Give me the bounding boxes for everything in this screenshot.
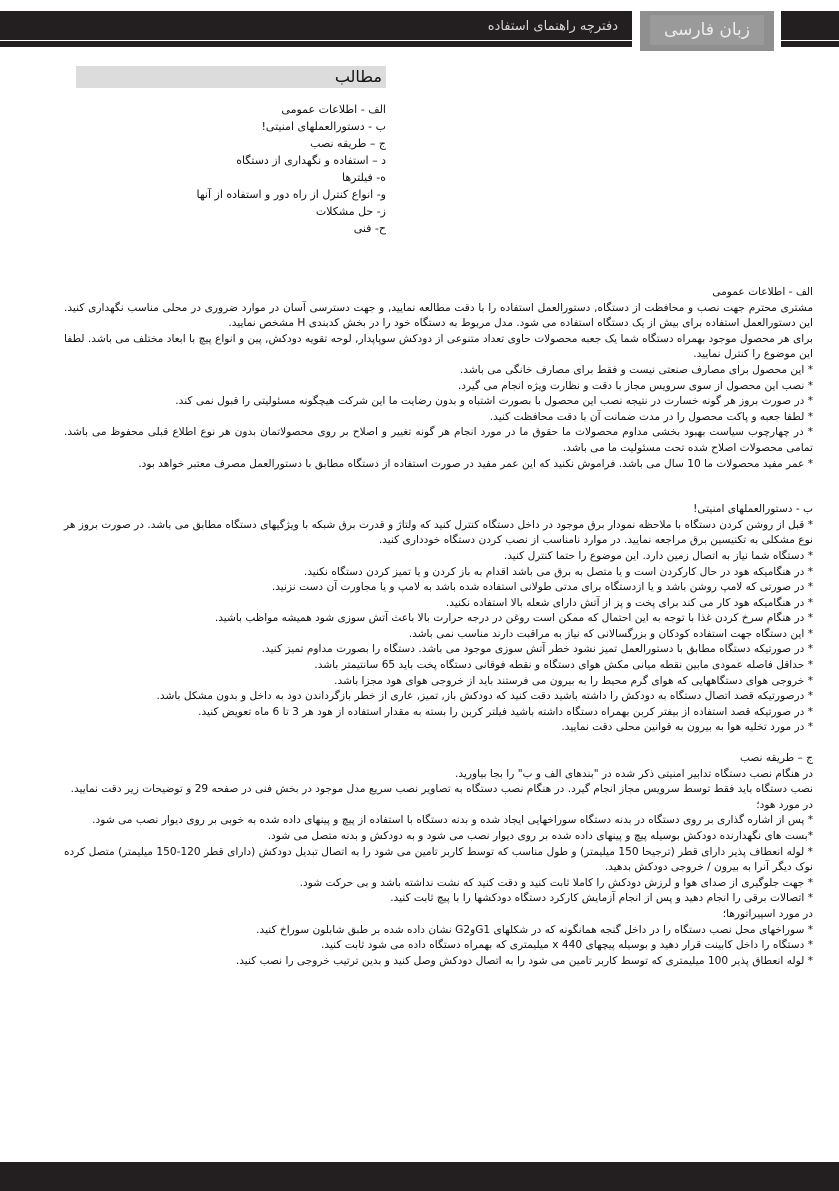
toc-item: ز- حل مشکلات bbox=[315, 205, 386, 218]
toc-heading-bar bbox=[76, 66, 386, 88]
manual-title: دفترچه راهنمای استفاده bbox=[487, 19, 618, 34]
paragraph: * در مورد تخلیه هوا به بیرون به قوانین محلی دقت نمایید. bbox=[561, 721, 813, 734]
paragraph: * در صورتی که لامپ روشن باشد و یا ازدستگاه برای مدتی طولانی استفاده شده باشد به لامپ و یا مجاورت آن دست نزنید. bbox=[271, 581, 813, 594]
paragraph: * درصورتیکه قصد اتصال دستگاه به دودکش را داشته باشید دقت کنید که دودکش باز, تمیز, عاری از خطر بازگرداندن دود به داخل و بدون مشکل باشد. bbox=[156, 690, 813, 703]
paragraph: * لطفا جعبه و پاکت محصول را در مدت ضمانت آن با دقت محافظت کنید. bbox=[489, 410, 813, 423]
paragraph: *بست های نگهدارنده دودکش بوسیله پیچ و پینهای داده شده بر روی دیوار نصب می شود و به دودکش و بدنه متصل می شود. bbox=[267, 830, 813, 842]
header-bar bbox=[0, 11, 632, 47]
paragraph: * نصب این محصول از سوی سرویس مجاز با دقت و نظارت ویژه انجام می گیرد. bbox=[457, 379, 813, 392]
section-title: ب - دستورالعملهای امنیتی! bbox=[693, 503, 813, 516]
toc-item: ب - دستورالعملهای امنیتی! bbox=[261, 120, 386, 133]
paragraph: * این محصول برای مصارف صنعتی نیست و فقط برای مصارف خانگی می باشد. bbox=[459, 363, 813, 376]
paragraph: * در صورتیکه قصد استفاده از بیفتر کربن بهمراه دستگاه داشته باشید فیلتر کربن را بسته به مقدار استفاده از هود هر 3 تا 6 ماه تعویض کنید. bbox=[198, 705, 813, 718]
paragraph: * لوله انعطاف پذیر دارای قطر (ترجیحا 150 میلیمتر) و طول مناسب که توسط کاربر تامین می شود را به اتصال تبدیل دودکش (دارای قطر 120-150 میلیمتر) متصل کرده نوک دیگر آنرا به بیرون / خروجی دودکش بدهید. bbox=[64, 845, 813, 874]
paragraph: * این دستگاه جهت استفاده کودکان و بزرگسالانی که نیاز به مراقبت دارند مناسب نمی باشد. bbox=[408, 627, 813, 640]
manual-content bbox=[64, 285, 813, 969]
paragraph: * در هنگامیکه هود کار می کند برای پخت و پز از آتش دارای شعله بالا استفاده نکنید. bbox=[445, 596, 813, 609]
paragraph: * لوله انعطاق پذیر 100 میلیمتری که توسط کاربر تامین می شود را به اتصال دودکش وصل کنید و بدین ترتیب خروجی را نصب کنید. bbox=[235, 954, 813, 967]
header-divider bbox=[0, 40, 632, 41]
header-divider-right bbox=[781, 40, 839, 41]
subsection-heading-hood: در مورد هود؛ bbox=[756, 798, 813, 811]
section-installation bbox=[64, 751, 813, 969]
section-title: الف - اطلاعات عمومی bbox=[712, 286, 813, 298]
paragraph: * خروجی هوای دستگاههایی که هوای گرم محیط را به بیرون می فرستند باید از خروجی هوای هود مجزا باشد. bbox=[334, 674, 813, 687]
paragraph: * حداقل فاصله عمودی مابین نقطه میانی مکش هوای دستگاه و نقطه فوقانی دستگاه پخت باید 65 سانتیمتر باشد. bbox=[314, 659, 813, 672]
paragraph: * قبل از روشن کردن دستگاه با ملاحظه نمودار برق موجود در داخل دستگاه کنترل کنید که ولتاژ و قدرت برق شبکه با ویژگیهای دستگاه مطابق می باشد. در صورت بروز هر نوع مشکلی به تکنیسین برق مراجعه نمایید. در موارد نامناسب از نصب کردن دستگاه خودداری کنید. bbox=[64, 518, 813, 547]
paragraph: * دستگاه را داخل کابینت قرار دهید و بوسیله پیچهای 440 x میلیمتری که بهمراه دستگاه داده می شود ثابت کنید. bbox=[321, 939, 813, 952]
toc-list bbox=[66, 101, 386, 237]
paragraph: * در چهارچوب سیاست بهبود بخشی مداوم محصولات ما حقوق ما در مورد انجام هر گونه تغییر و اصلاح بر روی محصولاتمان بدون هر نوع اطلاع قبلی محفوظ می باشد. تمامی محصولات اصلاح شده تحت مسئولیت ما می باشد. bbox=[64, 426, 813, 454]
language-label: زبان فارسی bbox=[650, 15, 764, 45]
toc-item: ه- فیلترها bbox=[342, 171, 386, 184]
language-tab bbox=[640, 11, 774, 51]
paragraph: * دستگاه شما نیاز به اتصال زمین دارد. این موضوع را حتما کنترل کنید. bbox=[503, 549, 813, 562]
section-safety-instructions bbox=[64, 502, 813, 736]
subsection-heading-aspirators: در مورد اسپیراتورها؛ bbox=[722, 907, 813, 920]
section-title: ج – طریقه نصب bbox=[739, 752, 813, 765]
toc-item: الف - اطلاعات عمومی bbox=[281, 103, 386, 116]
section-general-info bbox=[64, 285, 813, 472]
toc-item: ج – طریقه نصب bbox=[310, 137, 386, 150]
paragraph: * در هنگام سرخ کردن غذا با توجه به این احتمال که ممکن است روغن در درجه حرارت بالا باعث آتش سوزی شود همیشه مواظب باشید. bbox=[214, 612, 813, 625]
footer-bar bbox=[0, 1162, 839, 1191]
toc-item: و- انواع کنترل از راه دور و استفاده از آنها bbox=[196, 188, 386, 201]
paragraph: * اتصالات برقی را انجام دهید و پس از انجام آزمایش کارکرد دستگاه دودکشها را با پیچ ثابت کنید. bbox=[390, 892, 813, 905]
toc-item: ح- فنی bbox=[353, 222, 386, 235]
paragraph: در هنگام نصب دستگاه تدابیر امنیتی ذکر شده در "بندهای الف و ب" را بجا بیاورید. bbox=[455, 767, 813, 780]
paragraph: * جهت جلوگیری از صدای هوا و لرزش دودکش را کاملا ثابت کنید و دقت کنید که نشت نداشته باشد و بی حرکت شود. bbox=[299, 876, 813, 889]
paragraph: برای هر محصول موجود بهمراه دستگاه شما یک جعبه محصولات حاوی تعداد متنوعی از دودکش سوپاپدار, لوحه تقویه دودکش, پین و انواع پیچ با ابعاد مختلف می باشد. لطفا این موضوع را کنترل نمایید. bbox=[64, 332, 813, 361]
paragraph: * عمر مفید محصولات ما 10 سال می باشد. فراموش نکنید که این عمر مفید در صورت استفاده از دستگاه مطابق با دستورالعمل مصرف معتبر خواهد بود. bbox=[138, 457, 813, 470]
header-bar-right bbox=[781, 11, 839, 47]
paragraph: * سوراخهای محل نصب دستگاه را در داخل گنجه همانگونه که در شکلهای G1وG2 نشان داده شده بر طبق شابلون سوراخ کنید. bbox=[256, 923, 813, 936]
paragraph: * پس از اشاره گذاری بر روی دستگاه در بدنه دستگاه سوراخهایی ایجاد شده و بدنه دستگاه با استفاده از پیچ و پینهای داده شده به خوبی بر روی دیوار نصب می شود. bbox=[92, 814, 813, 827]
paragraph: نصب دستگاه باید فقط توسط سرویس مجاز انجام گیرد. در هنگام نصب دستگاه به تصاویر نصب سریع مدل موجود در بخش فنی در صفحه 29 و توضیحات زیر دقت نمایید. bbox=[70, 783, 813, 796]
paragraph: * در صورت بروز هر گونه خسارت در نتیجه نصب این محصول با بصورت اشتباه و بدون رضایت ما این شرکت هیچگونه مسئولیتی را قبول نمی کند. bbox=[175, 395, 813, 408]
paragraph: مشتری محترم جهت نصب و محافظت از دستگاه, دستورالعمل استفاده را با دقت مطالعه نمایید, و جهت دسترسی آسان در موارد ضروری در محلی مناسب نگهداری کنید. این دستورالعمل استفاده برای بیش از یک دستگاه استفاده می شود. مدل مربوط به دستگاه خود را در بخش کدبندی H مشخص نمایید. bbox=[64, 301, 813, 330]
toc-item: د – استفاده و نگهداری از دستگاه bbox=[236, 154, 386, 167]
toc-title: مطالب bbox=[334, 67, 382, 86]
paragraph: * در هنگامیکه هود در حال کارکردن است و یا متصل به برق می باشد اقدام به باز کردن و یا تمیز کردن دستگاه نکنید. bbox=[303, 565, 813, 578]
paragraph: * در صورتیکه دستگاه مطابق با دستورالعمل تمیز نشود خطر آتش سوزی موجود می باشد. دستگاه را بصورت مداوم تمیز کنید. bbox=[261, 643, 813, 656]
